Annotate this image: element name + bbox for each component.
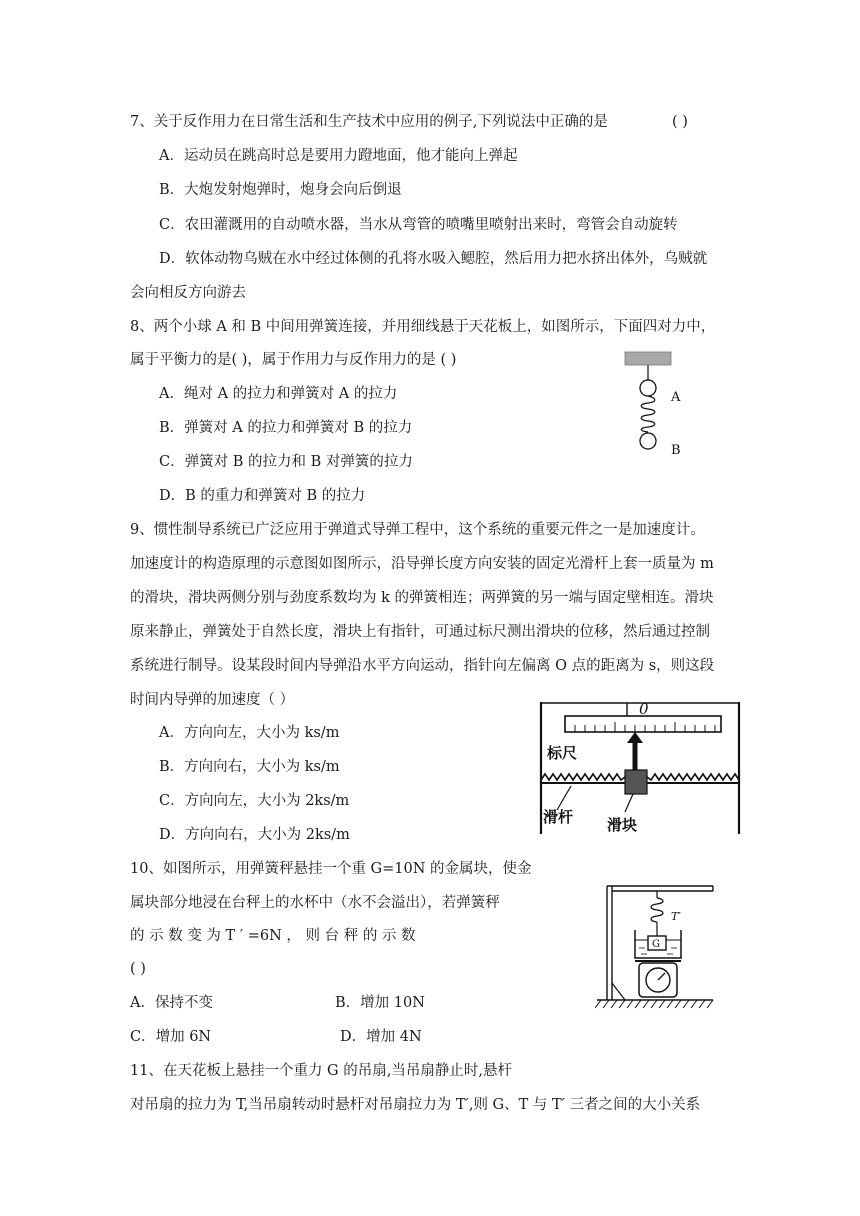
q9-line-6: 时间内导弹的加速度（ ） (130, 692, 295, 708)
q10-option-b: B．增加 10N (335, 995, 425, 1011)
q7-option-d: D．软体动物乌贼在水中经过体侧的孔将水吸入鳃腔，然后用力把水挤出体外，乌贼就 (159, 251, 708, 267)
ruler (565, 716, 721, 732)
q8-spring-balls-figure (615, 348, 695, 463)
zero-label: 0 (639, 700, 649, 718)
q9-option-c: C．方向向左，大小为 2ks/m (159, 793, 350, 809)
q8-option-a: A．绳对 A 的拉力和弹簧对 A 的拉力 (159, 386, 398, 402)
q9-option-a: A．方向向左，大小为 ks/m (159, 725, 340, 741)
q10-line-4: ( ) (130, 961, 146, 977)
q8-option-d: D．B 的重力和弹簧对 B 的拉力 (159, 488, 366, 504)
weight-label: G (652, 939, 660, 950)
slider-block (625, 770, 647, 794)
q7-option-a: A．运动员在跳高时总是要用力蹬地面，他才能向上弹起 (159, 148, 518, 164)
label-a: A (671, 390, 681, 405)
q10-option-d: D．增加 4N (340, 1029, 422, 1045)
ground-hatch (595, 1000, 713, 1008)
q9-option-d: D．方向向右，大小为 2ks/m (159, 827, 350, 843)
q8-stem-line-1: 8、两个小球 A 和 B 中间用弹簧连接，并用细线悬于天花板上，如图所示，下面四对力中， (130, 319, 716, 335)
q9-line-4: 原来静止，弹簧处于自然长度，滑块上有指针，可通过标尺测出滑块的位移，然后通过控制 (130, 624, 710, 640)
left-spring (541, 774, 625, 780)
tension-label: T′ (671, 910, 681, 923)
ball-a (640, 380, 656, 396)
q10-option-a: A．保持不变 (130, 995, 213, 1011)
q10-option-c: C．增加 6N (130, 1029, 212, 1045)
ruler-label: 标尺 (547, 744, 578, 762)
label-b: B (671, 443, 681, 458)
rod-label-leader (557, 786, 571, 810)
q9-line-3: 的滑块，滑块两侧分别与劲度系数均为 k 的弹簧相连；两弹簧的另一端与固定壁相连。滑块 (130, 590, 714, 606)
q7-option-d-continuation: 会向相反方向游去 (130, 285, 246, 301)
q9-accelerometer-figure (535, 698, 745, 836)
right-spring (647, 774, 739, 780)
ball-b (640, 433, 656, 449)
spring (641, 396, 655, 432)
q10-line-2: 属块部分地浸在台秤上的水杯中（水不会溢出），若弹簧秤 (130, 895, 500, 911)
q7-answer-blank: ( ) (672, 114, 688, 130)
q9-option-b: B．方向向右，大小为 ks/m (159, 759, 340, 775)
balance-spring (651, 898, 663, 922)
q7-stem: 7、关于反作用力在日常生活和生产技术中应用的例子,下列说法中正确的是 (130, 114, 608, 130)
rod-label: 滑杆 (543, 808, 574, 826)
q10-line-1: 10、如图所示，用弹簧秤悬挂一个重 G=10N 的金属块，使金 (130, 861, 532, 877)
q9-line-2: 加速度计的构造原理的示意图如图所示，沿导弹长度方向安装的固定光滑杆上套一质量为 m (130, 556, 714, 572)
pointer-arrow-head (627, 732, 643, 743)
block-label: 滑块 (607, 816, 638, 834)
q8-option-b: B．弹簧对 A 的拉力和弹簧对 B 的拉力 (159, 420, 413, 436)
q11-line-1: 11、在天花板上悬挂一个重力 G 的吊扇,当吊扇静止时,悬杆 (130, 1063, 512, 1079)
q7-option-c: C．农田灌溉用的自动喷水器，当水从弯管的喷嘴里喷射出来时，弯管会自动旋转 (159, 217, 678, 233)
q8-option-c: C．弹簧对 B 的拉力和 B 对弹簧的拉力 (159, 454, 413, 470)
q10-spring-scale-figure (595, 878, 720, 1018)
block-label-leader (625, 794, 633, 812)
q10-line-3: 的 示 数 变 为 T ′ =6N ， 则 台 秤 的 示 数 (130, 928, 416, 944)
q9-line-1: 9、惯性制导系统已广泛应用于弹道式导弹工程中，这个系统的重要元件之一是加速度计。 (130, 522, 705, 538)
q9-line-5: 系统进行制导。设某段时间内导弹沿水平方向运动，指针向左偏离 O 点的距离为 s，则这段 (130, 658, 715, 674)
ceiling (625, 352, 671, 365)
q11-line-2: 对吊扇的拉力为 T,当吊扇转动时悬杆对吊扇拉力为 T′,则 G、T 与 T′ 三者之间的大小关系 (130, 1097, 701, 1113)
stand-brace (612, 983, 625, 1000)
q7-option-b: B．大炮发射炮弹时，炮身会向后倒退 (159, 182, 402, 198)
q8-stem-line-2: 属于平衡力的是( )，属于作用力与反作用力的是 ( ) (130, 352, 457, 368)
